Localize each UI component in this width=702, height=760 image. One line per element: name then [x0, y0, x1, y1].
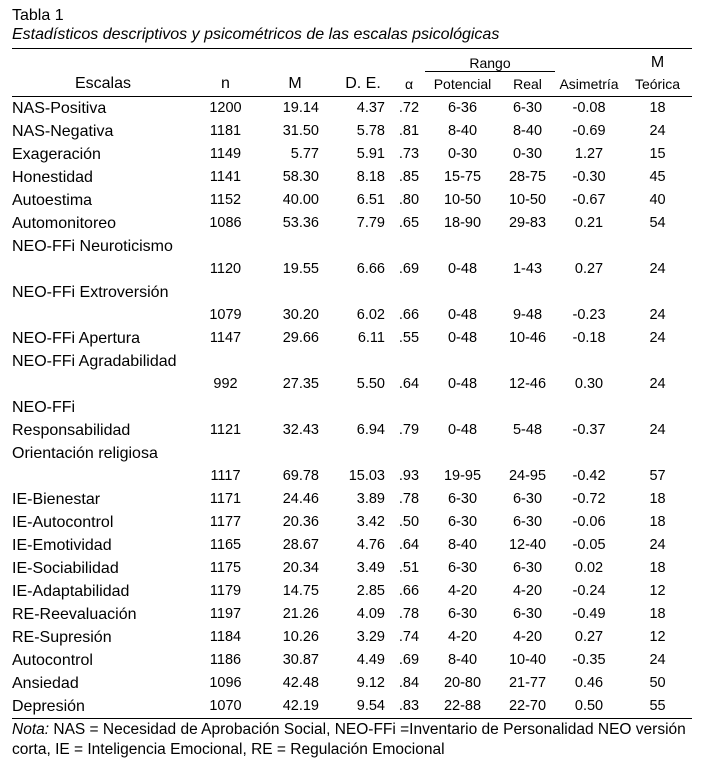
cell-teorica: 12 — [649, 583, 666, 599]
cell-asimetria: -0.06 — [572, 514, 606, 530]
cell-de: 3.89 — [356, 491, 385, 507]
cell-potencial: 22-88 — [425, 695, 500, 719]
cell-real: 6-30 — [512, 606, 543, 622]
cell-de: 3.42 — [356, 514, 385, 530]
cell-n: 1152 — [209, 192, 242, 208]
cell-n: 1079 — [209, 307, 242, 323]
cell-teorica: 12 — [649, 629, 666, 645]
table-row — [12, 488, 692, 511]
cell-escala: IE-Autocontrol — [12, 514, 114, 531]
cell-n: 1175 — [209, 560, 242, 576]
cell-de: 6.51 — [356, 192, 385, 208]
cell-escala: NAS-Positiva — [12, 100, 107, 117]
cell-de: 6.66 — [356, 261, 385, 277]
table-row — [12, 442, 692, 488]
cell-n: 1086 — [209, 215, 242, 231]
cell-asimetria: 0.27 — [574, 261, 604, 277]
cell-potencial: 6-36 — [447, 100, 478, 116]
cell-escala: Autoestima — [12, 192, 93, 209]
cell-potencial: 18-90 — [443, 215, 482, 231]
cell-teorica: 40 — [649, 192, 666, 208]
cell-escala: Ansiedad — [12, 675, 79, 692]
cell-alpha: .66 — [398, 583, 420, 599]
header-n: n — [194, 72, 257, 97]
cell-potencial: 0-48 — [447, 422, 478, 438]
cell-escala: Honestidad — [12, 169, 93, 186]
table-row — [12, 327, 692, 350]
cell-n: 1070 — [194, 695, 257, 719]
note-label: Nota: — [12, 721, 50, 738]
table-row — [12, 603, 692, 626]
cell-de: 5.78 — [356, 123, 385, 139]
cell-m: 69.78 — [282, 468, 319, 484]
cell-escala: Exageración — [12, 146, 101, 163]
cell-real: 22-70 — [500, 695, 555, 719]
table-body — [12, 97, 692, 719]
cell-teorica: 24 — [649, 376, 666, 392]
cell-escala: Orientación religiosa — [12, 445, 158, 462]
cell-de: 6.02 — [356, 307, 385, 323]
cell-asimetria: -0.49 — [572, 606, 606, 622]
cell-escala: IE-Emotividad — [12, 537, 112, 554]
cell-m: 20.36 — [282, 514, 319, 530]
cell-escala: IE-Adaptabilidad — [12, 583, 130, 600]
cell-de: 5.91 — [356, 146, 385, 162]
cell-n: 1120 — [209, 261, 242, 277]
cell-n: 1181 — [209, 123, 242, 139]
cell-alpha: .64 — [398, 376, 420, 392]
cell-de: 5.50 — [356, 376, 385, 392]
cell-de: 15.03 — [348, 468, 385, 484]
cell-potencial: 0-48 — [447, 261, 478, 277]
cell-alpha: .73 — [398, 146, 420, 162]
header-alpha: α — [393, 72, 425, 97]
cell-n: 1177 — [209, 514, 242, 530]
cell-teorica: 45 — [649, 169, 666, 185]
cell-real: 0-30 — [512, 146, 543, 162]
cell-potencial: 0-48 — [447, 376, 478, 392]
cell-alpha: .81 — [398, 123, 420, 139]
header-m-top: M — [623, 49, 692, 72]
descriptive-stats-table — [12, 48, 692, 719]
cell-asimetria: 1.27 — [574, 146, 604, 162]
cell-m: 40.00 — [282, 192, 319, 208]
cell-n: 1197 — [209, 606, 242, 622]
cell-de: 4.37 — [356, 100, 385, 116]
table-row — [12, 534, 692, 557]
table-row — [12, 212, 692, 235]
cell-teorica: 24 — [649, 422, 666, 438]
cell-potencial: 8-40 — [447, 123, 478, 139]
cell-asimetria: -0.08 — [572, 100, 606, 116]
cell-escala: NEO-FFi Extroversión — [12, 284, 169, 301]
cell-de: 8.18 — [356, 169, 385, 185]
cell-n: 1184 — [209, 629, 242, 645]
table-title: Estadísticos descriptivos y psicométricos de las escalas psicológicas — [12, 26, 500, 43]
cell-teorica: 24 — [649, 123, 666, 139]
cell-m: 5.77 — [290, 146, 319, 162]
cell-escala: NEO-FFi Neuroticismo — [12, 238, 173, 255]
cell-asimetria: -0.35 — [572, 652, 606, 668]
cell-teorica: 24 — [649, 307, 666, 323]
header-real: Real — [500, 72, 555, 97]
cell-alpha: .78 — [398, 491, 420, 507]
cell-m: 27.35 — [282, 376, 319, 392]
cell-asimetria: -0.24 — [572, 583, 606, 599]
cell-alpha: .55 — [398, 330, 420, 346]
cell-potencial: 4-20 — [447, 629, 478, 645]
cell-m: 24.46 — [282, 491, 319, 507]
cell-asimetria: 0.21 — [574, 215, 604, 231]
cell-alpha: .78 — [398, 606, 420, 622]
cell-escala: IE-Sociabilidad — [12, 560, 119, 577]
table-row — [12, 672, 692, 695]
cell-alpha: .69 — [398, 261, 420, 277]
cell-escala: NEO-FFi Responsabilidad — [12, 399, 131, 439]
document-page — [12, 6, 692, 760]
cell-asimetria: 0.50 — [555, 695, 623, 719]
cell-n: 992 — [213, 376, 238, 392]
cell-real: 10-40 — [508, 652, 547, 668]
cell-alpha: .84 — [398, 675, 420, 691]
cell-potencial: 19-95 — [443, 468, 482, 484]
header-teorica: Teórica — [623, 72, 692, 97]
cell-potencial: 20-80 — [443, 675, 482, 691]
cell-asimetria: 0.46 — [574, 675, 604, 691]
cell-potencial: 8-40 — [447, 537, 478, 553]
cell-potencial: 6-30 — [447, 514, 478, 530]
header-escalas: Escalas — [12, 72, 194, 97]
cell-real: 21-77 — [508, 675, 547, 691]
cell-de: 4.76 — [356, 537, 385, 553]
cell-alpha: .83 — [393, 695, 425, 719]
header-de: D. E. — [333, 72, 393, 97]
table-row — [12, 580, 692, 603]
cell-m: 53.36 — [282, 215, 319, 231]
cell-n: 1200 — [209, 100, 242, 116]
cell-alpha: .69 — [398, 652, 420, 668]
cell-teorica: 24 — [649, 261, 666, 277]
cell-asimetria: -0.37 — [572, 422, 606, 438]
cell-asimetria: -0.67 — [572, 192, 606, 208]
cell-asimetria: -0.30 — [572, 169, 606, 185]
table-row — [12, 649, 692, 672]
table-row — [12, 166, 692, 189]
cell-m: 29.66 — [282, 330, 319, 346]
cell-real: 28-75 — [508, 169, 547, 185]
cell-escala: NEO-FFi Apertura — [12, 330, 141, 347]
cell-escala: Depresión — [12, 695, 194, 719]
cell-m: 42.48 — [282, 675, 319, 691]
cell-real: 4-20 — [512, 629, 543, 645]
cell-m: 58.30 — [282, 169, 319, 185]
cell-teorica: 18 — [649, 491, 666, 507]
cell-de: 9.12 — [356, 675, 385, 691]
table-row — [12, 396, 692, 442]
cell-alpha: .72 — [398, 100, 420, 116]
cell-n: 1117 — [210, 468, 241, 484]
cell-m: 30.87 — [282, 652, 319, 668]
cell-alpha: .80 — [398, 192, 420, 208]
cell-potencial: 0-48 — [447, 330, 478, 346]
cell-real: 9-48 — [512, 307, 543, 323]
cell-asimetria: -0.18 — [572, 330, 606, 346]
cell-real: 5-48 — [512, 422, 543, 438]
cell-teorica: 18 — [649, 100, 666, 116]
cell-asimetria: -0.05 — [572, 537, 606, 553]
cell-m: 31.50 — [282, 123, 319, 139]
cell-n: 1171 — [209, 491, 242, 507]
cell-real: 6-30 — [512, 514, 543, 530]
cell-teorica: 54 — [649, 215, 666, 231]
cell-alpha: .79 — [398, 422, 420, 438]
cell-potencial: 0-48 — [447, 307, 478, 323]
cell-real: 10-50 — [508, 192, 547, 208]
cell-real: 6-30 — [512, 491, 543, 507]
cell-teorica: 24 — [649, 537, 666, 553]
cell-real: 8-40 — [512, 123, 543, 139]
cell-teorica: 55 — [623, 695, 692, 719]
cell-de: 6.94 — [356, 422, 385, 438]
note-text: NAS = Necesidad de Aprobación Social, NEO-FFi =Inventario de Personalidad NEO versión corta, IE = Inteligencia Emocional, RE = Regulación Emocional — [12, 721, 686, 758]
cell-alpha: .74 — [398, 629, 420, 645]
cell-n: 1186 — [209, 652, 242, 668]
table-row — [12, 189, 692, 212]
cell-teorica: 57 — [649, 468, 666, 484]
cell-alpha: .50 — [398, 514, 420, 530]
header-m: M — [257, 72, 333, 97]
cell-real: 12-40 — [508, 537, 547, 553]
cell-m: 19.14 — [282, 100, 319, 116]
cell-teorica: 24 — [649, 330, 666, 346]
cell-n: 1147 — [209, 330, 242, 346]
cell-m: 32.43 — [282, 422, 319, 438]
cell-potencial: 15-75 — [443, 169, 482, 185]
cell-alpha: .51 — [398, 560, 420, 576]
cell-teorica: 24 — [649, 652, 666, 668]
cell-asimetria: -0.72 — [572, 491, 606, 507]
table-label: Tabla 1 — [12, 7, 64, 24]
cell-m: 14.75 — [282, 583, 319, 599]
cell-real: 1-43 — [512, 261, 543, 277]
cell-asimetria: 0.27 — [574, 629, 604, 645]
cell-escala: IE-Bienestar — [12, 491, 101, 508]
cell-potencial: 6-30 — [447, 606, 478, 622]
cell-real: 4-20 — [512, 583, 543, 599]
cell-escala: RE-Reevaluación — [12, 606, 137, 623]
cell-teorica: 50 — [649, 675, 666, 691]
cell-n: 1141 — [209, 169, 242, 185]
cell-potencial: 10-50 — [443, 192, 482, 208]
cell-de: 4.49 — [356, 652, 385, 668]
cell-asimetria: -0.23 — [572, 307, 606, 323]
cell-real: 6-30 — [512, 100, 543, 116]
cell-real: 12-46 — [508, 376, 547, 392]
table-row — [12, 235, 692, 281]
table-row — [12, 97, 692, 121]
cell-real: 6-30 — [512, 560, 543, 576]
table-row — [12, 511, 692, 534]
table-row — [12, 143, 692, 166]
cell-teorica: 18 — [649, 606, 666, 622]
table-row — [12, 350, 692, 396]
cell-m: 10.26 — [282, 629, 319, 645]
cell-teorica: 15 — [649, 146, 666, 162]
cell-m: 30.20 — [282, 307, 319, 323]
cell-de: 4.09 — [356, 606, 385, 622]
cell-m: 42.19 — [257, 695, 333, 719]
table-row — [12, 281, 692, 327]
cell-m: 20.34 — [282, 560, 319, 576]
cell-asimetria: 0.30 — [574, 376, 604, 392]
table-row — [12, 695, 692, 719]
cell-de: 2.85 — [356, 583, 385, 599]
cell-escala: NAS-Negativa — [12, 123, 114, 140]
cell-de: 3.29 — [356, 629, 385, 645]
cell-n: 1165 — [209, 537, 242, 553]
cell-asimetria: -0.69 — [572, 123, 606, 139]
cell-asimetria: 0.02 — [574, 560, 604, 576]
header-potencial: Potencial — [425, 72, 500, 97]
header-asimetria: Asimetría — [555, 72, 623, 97]
cell-n: 1121 — [209, 422, 242, 438]
cell-escala: Automonitoreo — [12, 215, 117, 232]
table-row — [12, 120, 692, 143]
cell-potencial: 4-20 — [447, 583, 478, 599]
cell-teorica: 18 — [649, 560, 666, 576]
header-rango: Rango — [425, 49, 555, 72]
table-row — [12, 557, 692, 580]
cell-m: 28.67 — [282, 537, 319, 553]
cell-teorica: 18 — [649, 514, 666, 530]
cell-alpha: .93 — [398, 468, 420, 484]
cell-de: 3.49 — [356, 560, 385, 576]
cell-real: 29-83 — [508, 215, 547, 231]
cell-de: 9.54 — [333, 695, 393, 719]
cell-alpha: .66 — [398, 307, 420, 323]
cell-escala: NEO-FFi Agradabilidad — [12, 353, 177, 370]
cell-escala: RE-Supresión — [12, 629, 112, 646]
cell-de: 7.79 — [356, 215, 385, 231]
cell-m: 21.26 — [282, 606, 319, 622]
cell-real: 10-46 — [508, 330, 547, 346]
cell-asimetria: -0.42 — [572, 468, 606, 484]
table-row — [12, 626, 692, 649]
cell-n: 1096 — [209, 675, 242, 691]
cell-alpha: .85 — [398, 169, 420, 185]
cell-n: 1149 — [209, 146, 242, 162]
cell-alpha: .65 — [398, 215, 420, 231]
cell-potencial: 6-30 — [447, 560, 478, 576]
cell-escala: Autocontrol — [12, 652, 93, 669]
cell-potencial: 8-40 — [447, 652, 478, 668]
cell-de: 6.11 — [357, 330, 385, 346]
cell-potencial: 6-30 — [447, 491, 478, 507]
cell-m: 19.55 — [282, 261, 319, 277]
cell-real: 24-95 — [508, 468, 547, 484]
cell-n: 1179 — [209, 583, 242, 599]
cell-potencial: 0-30 — [447, 146, 478, 162]
table-note — [12, 720, 692, 760]
cell-alpha: .64 — [398, 537, 420, 553]
